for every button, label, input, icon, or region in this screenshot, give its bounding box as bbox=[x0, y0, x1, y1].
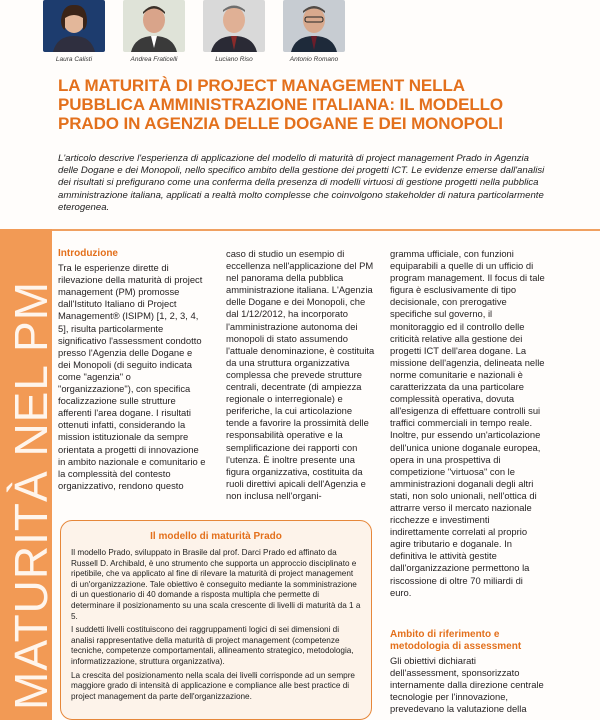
side-label: MATURITÀ NEL PM bbox=[5, 280, 57, 710]
box-paragraph: I suddetti livelli costituiscono dei raggruppamenti logici di sei dimensioni di analisi rappresentative della maturità di project management (competenze tecniche, competenze comportamentali, allineamento strategico, metodologia, informatizzazione, struttura organizzativa). bbox=[71, 625, 354, 666]
author-name: Laura Calisti bbox=[55, 56, 93, 63]
author-photo bbox=[203, 0, 265, 52]
column-1 bbox=[58, 248, 206, 492]
column-3 bbox=[390, 248, 545, 599]
author-name: Antonio Romano bbox=[289, 56, 339, 63]
prado-model-box bbox=[60, 520, 372, 720]
author-photo bbox=[43, 0, 105, 52]
authors-strip bbox=[40, 0, 360, 68]
author-card bbox=[120, 0, 188, 63]
author-name: Luciano Riso bbox=[215, 56, 253, 63]
box-paragraph: La crescita del posizionamento nella scala dei livelli corrisponde ad un sempre maggiore grado di intensità di applicazione e compliance alle best practice di project management da parte dell'organizzazione. bbox=[71, 670, 355, 701]
author-card bbox=[40, 0, 108, 63]
author-card bbox=[200, 0, 268, 63]
author-photo bbox=[123, 0, 185, 52]
article-abstract: L'articolo descrive l'esperienza di applicazione del modello di maturità di project management Prado in Agenzia delle Dogane e dei Monopoli, nello specifico ambito della gestione dei progetti ICT. Le evidenze emerse dall'analisi dei risultati si prefigurano come una conferma della presenza di modelli virtuosi di gestione progetti nella pubblica amministrazione italiana, applicati a realtà molto complesse che coinvolgono stakeholder di natura particolarmente eterogenea. bbox=[58, 153, 545, 213]
box-paragraph: Il modello Prado, sviluppato in Brasile dal prof. Darci Prado ed affinato da Russell D. Archibald, è uno strumento che supporta un approccio disciplinato e ripetibile, che va applicato al fine di rilevare la maturità di project management di un'organizzazione. Tale obiettivo è conseguito mediante la somministrazione di un questionario di 40 domande a risposta multipla che permette di determinare il posizionamento su una scala crescente di livelli di maturità da 1 a 5. bbox=[71, 548, 361, 621]
author-photo bbox=[283, 0, 345, 52]
column-2 bbox=[226, 248, 376, 502]
section2-text: Gli obiettivi dichiarati dell'assessment, sponsorizzato internamente dalla direzione centrale tecnologie per l'innovazione, prevedevano la valutazione della bbox=[390, 655, 544, 714]
author-name: Andrea Fraticelli bbox=[130, 56, 178, 63]
intro-text-col2: caso di studio un esempio di eccellenza nell'applicazione del PM nel panorama della pubblica amministrazione italiana. L'Agenzia delle Dogane e dei Monopoli, che dal 1/12/2012, ha incorporato l'amministrazione autonoma dei monopoli di stato assumendo l'attuale denominazione, è costituita da una struttura organizzativa complessa che prevede strutture centrali, decentrate (di ampiezza regionale o interregionale) e periferiche, la cui articolazione tende a favorire la prossimità delle responsabilità operative e la semplificazione dei rapporti con l'utenza. È inoltre presente una figura organizzativa, costituita da ruoli direttivi apicali dell'Agenzia e non inclusa nell'organi- bbox=[226, 248, 375, 501]
article-title: LA MATURITÀ DI PROJECT MANAGEMENT NELLA PUBBLICA AMMINISTRAZIONE ITALIANA: IL MODELLO PRADO IN AGENZIA DELLE DOGANE E DEI MONOPOLI bbox=[58, 76, 504, 133]
orange-divider bbox=[0, 229, 600, 231]
author-card bbox=[280, 0, 348, 63]
section-heading-ambito: Ambito di riferimento e metodologia di assessment bbox=[390, 629, 522, 652]
box-heading: Il modello di maturità Prado bbox=[150, 531, 282, 542]
section-heading-introduzione: Introduzione bbox=[58, 248, 118, 259]
intro-text-col1: Tra le esperienze dirette di rilevazione della maturità di project management (PM) promosse dall'Istituto Italiano di Project Management® (ISIPM) [1, 2, 3, 4, 5], risulta particolarmente significativo l'assessment condotto presso l'Agenzia delle Dogane e dei Monopoli (di seguito indicata come "agenzia" o "organizzazione"), con specifica focalizzazione sulle strutture afferenti l'area dogane. I risultati ottenuti infatti, considerando la mission istituzionale da sempre orientata a progetti di innovazione in ambito nazionale e comunitario e la complessità del contesto organizzativo, rendono questo bbox=[58, 262, 206, 491]
intro-text-col3: gramma ufficiale, con funzioni equiparabili a quelle di un ufficio di program management. Il focus di tale figura è esclusivamente di tipo decisionale, con prerogative specifiche sul governo, il monitoraggio ed il controllo delle criticità relative alla gestione dei progetti ICT dell'area dogane. La missione dell'agenzia, delineata nelle norme comunitarie e nazionali è caratterizzata da una particolare complessità operativa, dovuta all'esigenza di effettuare controlli sui traffici commerciali in tempo reale. Inoltre, pur essendo un'articolazione dell'unica unione doganale europea, opera in una prospettiva di competizione "virtuosa" con le amministrazioni doganali degli altri stati, non solo unionali, nell'ottica di attrarre verso il mercato nazionale ricchezze e investimenti indirettamente correlati al proprio agire tributario e doganale. In definitiva le attività gestite dall'organizzazione permettono la riscossione di oltre 70 miliardi di euro. bbox=[390, 248, 545, 598]
